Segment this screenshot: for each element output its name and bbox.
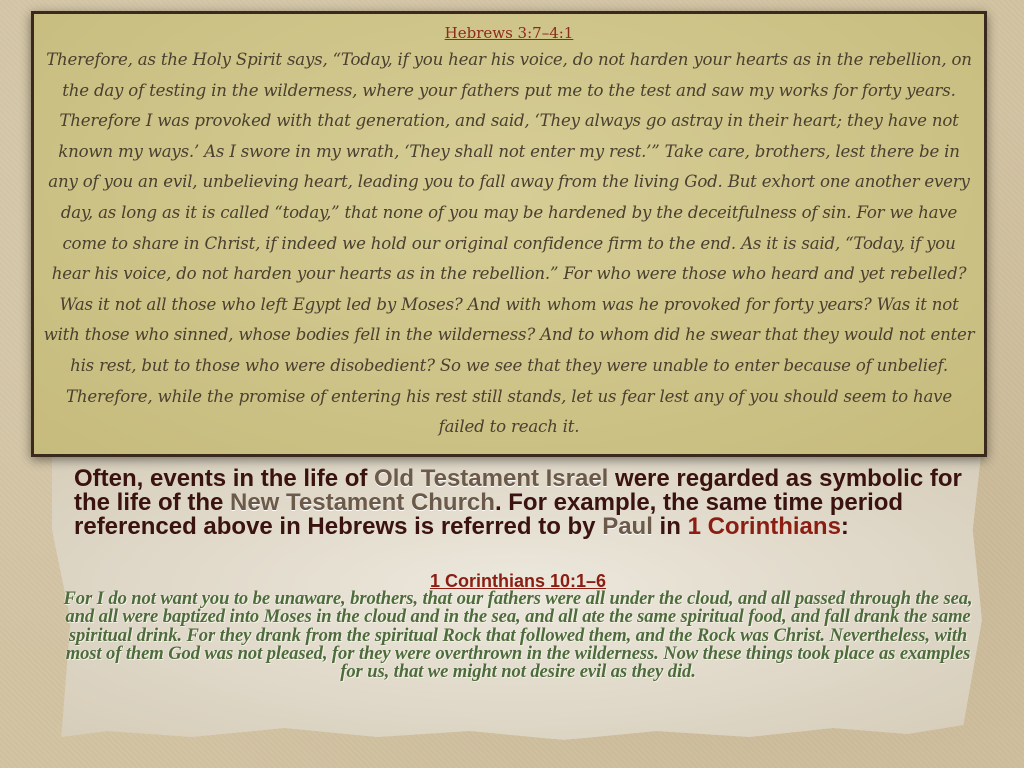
commentary-part-1: Often, events in the life of: [74, 465, 375, 492]
corinthians-text: For I do not want you to be unaware, brothers, that our fathers were all under the cloud, and all passed through the sea, and all were baptized into Moses in the cloud and in the sea, and all ate the same spiritual food, and fall drank the same spiritual drink. For they drank from the spiritual Rock that followed them, and the Rock was Christ. Nevertheless, with most of them God was not pleased, for they were overthrown in the wilderness. Now these things took place as examples for us, that we might not desire evil as they did.: [63, 588, 973, 683]
commentary-part-5: :: [840, 513, 849, 540]
commentary-part-4: in: [652, 513, 688, 540]
hebrews-text: Therefore, as the Holy Spirit says, “Today, if you hear his voice, do not harden your hearts as in the rebellion, on the day of testing in the wilderness, where your fathers put me to the test and saw my works for forty years. Therefore I was provoked with that generation, and said, ‘They always go astray in their heart; they have not known my ways.’ As I swore in my wrath, ‘They shall not enter my rest.’” Take care, brothers, lest there be in any of you an evil, unbelieving heart, leading you to fall away from the living God. But exhort one another every day, as long as it is called “today,” that none of you may be hardened by the deceitfulness of sin. For we have come to share in Christ, if indeed we hold our original confidence firm to the end. As it is said, “Today, if you hear his voice, do not harden your hearts as in the rebellion.” For who were those who heard and yet rebelled? Was it not all those who left Egypt led by Moses? And with whom was he provoked for forty years? Was it not with those who sinned, whose bodies fell in the wilderness? And to whom did he swear that they would not enter his rest, but to those who were disobedient? So we see that they were unable to enter because of unbelief. Therefore, while the promise of entering his rest still stands, let us fear lest any of you should seem to have failed to reach it.: [43, 50, 975, 437]
highlight-paul: Paul: [602, 513, 653, 540]
highlight-new-testament-church: New Testament Church: [230, 489, 495, 516]
highlight-1-corinthians: 1 Corinthians: [687, 513, 841, 540]
commentary-paragraph: [74, 467, 974, 539]
commentary-part-3: . For example, the same time period referenced above in Hebrews is referred to by: [74, 489, 904, 540]
hebrews-scripture-box: [31, 11, 987, 457]
commentary-part-2: were regarded as symbolic for the life of the: [74, 465, 962, 516]
hebrews-reference: Hebrews 3:7–4:1: [444, 24, 574, 42]
highlight-old-testament-israel: Old Testament Israel: [374, 465, 609, 492]
corinthians-block: [58, 572, 978, 681]
corinthians-reference: 1 Corinthians 10:1–6: [429, 571, 607, 591]
